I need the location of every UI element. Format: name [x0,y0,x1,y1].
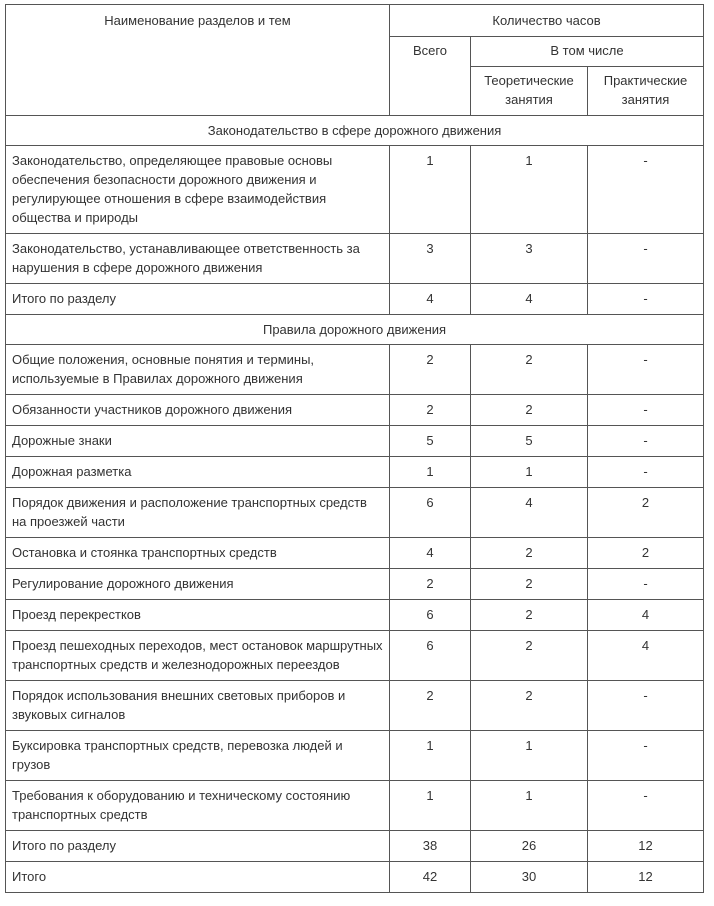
hours-total: 38 [390,831,471,862]
topic-name: Порядок использования внешних световых приборов и звуковых сигналов [6,681,390,731]
hours-practice: - [588,781,704,831]
hours-theory: 4 [471,284,588,315]
hours-table [5,4,704,893]
hours-practice: 2 [588,488,704,538]
table-row [6,146,704,234]
table-row [6,831,704,862]
table-body [6,116,704,893]
topic-name: Проезд пешеходных переходов, мест остановок маршрутных транспортных средств и железнодорожных переездов [6,631,390,681]
table-row [6,781,704,831]
table-row [6,345,704,395]
topic-name: Обязанности участников дорожного движения [6,395,390,426]
hours-total: 4 [390,284,471,315]
topic-name: Дорожная разметка [6,457,390,488]
topic-name: Общие положения, основные понятия и термины, используемые в Правилах дорожного движения [6,345,390,395]
hours-total: 2 [390,395,471,426]
hours-theory: 1 [471,457,588,488]
hours-practice: 4 [588,631,704,681]
table-row [6,457,704,488]
topic-name: Итого по разделу [6,284,390,315]
hours-total: 1 [390,731,471,781]
hours-practice: 4 [588,600,704,631]
hours-practice: - [588,345,704,395]
grand-total-row [6,862,704,893]
grand-total-label: Итого [6,862,390,893]
section-title: Законодательство в сфере дорожного движения [6,116,704,146]
hours-theory: 30 [471,862,588,893]
hours-practice: 12 [588,862,704,893]
table-row [6,426,704,457]
hours-practice: - [588,284,704,315]
hours-theory: 1 [471,781,588,831]
table-row [6,631,704,681]
hours-theory: 3 [471,234,588,284]
hours-total: 1 [390,146,471,234]
hours-total: 3 [390,234,471,284]
section-title-row [6,315,704,345]
hours-total: 1 [390,457,471,488]
table-row [6,395,704,426]
table-row [6,234,704,284]
hours-total: 4 [390,538,471,569]
table-row [6,284,704,315]
hours-theory: 2 [471,681,588,731]
hours-practice: - [588,731,704,781]
hours-practice: - [588,569,704,600]
hours-total: 1 [390,781,471,831]
hours-practice: - [588,234,704,284]
topic-name: Законодательство, устанавливающее ответственность за нарушения в сфере дорожного движения [6,234,390,284]
hours-total: 2 [390,345,471,395]
hours-practice: 12 [588,831,704,862]
hours-theory: 1 [471,731,588,781]
table-row [6,681,704,731]
hours-theory: 2 [471,569,588,600]
table-row [6,569,704,600]
hours-practice: - [588,146,704,234]
topic-name: Дорожные знаки [6,426,390,457]
header-row [6,5,704,37]
table-row [6,538,704,569]
table-row [6,731,704,781]
hours-total: 6 [390,600,471,631]
hours-total: 2 [390,681,471,731]
hours-practice: - [588,395,704,426]
topic-name: Итого по разделу [6,831,390,862]
hours-total: 5 [390,426,471,457]
hours-theory: 2 [471,600,588,631]
header-name: Наименование разделов и тем [6,5,390,116]
topic-name: Остановка и стоянка транспортных средств [6,538,390,569]
header-practice: Практические занятия [588,67,704,116]
hours-practice: - [588,681,704,731]
hours-theory: 26 [471,831,588,862]
section-title-row [6,116,704,146]
topic-name: Законодательство, определяющее правовые основы обеспечения безопасности дорожного движения и регулирующее отношения в сфере взаимодействия общества и природы [6,146,390,234]
hours-theory: 2 [471,538,588,569]
hours-theory: 4 [471,488,588,538]
topic-name: Требования к оборудованию и техническому состоянию транспортных средств [6,781,390,831]
header-hours: Количество часов [390,5,704,37]
hours-total: 42 [390,862,471,893]
hours-practice: 2 [588,538,704,569]
header-theory: Теоретические занятия [471,67,588,116]
topic-name: Регулирование дорожного движения [6,569,390,600]
table-row [6,488,704,538]
hours-theory: 2 [471,631,588,681]
topic-name: Проезд перекрестков [6,600,390,631]
hours-practice: - [588,457,704,488]
topic-name: Порядок движения и расположение транспортных средств на проезжей части [6,488,390,538]
hours-theory: 2 [471,395,588,426]
topic-name: Буксировка транспортных средств, перевозка людей и грузов [6,731,390,781]
hours-total: 6 [390,631,471,681]
hours-total: 2 [390,569,471,600]
hours-practice: - [588,426,704,457]
hours-theory: 1 [471,146,588,234]
hours-theory: 2 [471,345,588,395]
header-total: Всего [390,37,471,116]
section-title: Правила дорожного движения [6,315,704,345]
hours-total: 6 [390,488,471,538]
table-row [6,600,704,631]
header-including: В том числе [471,37,704,67]
hours-theory: 5 [471,426,588,457]
